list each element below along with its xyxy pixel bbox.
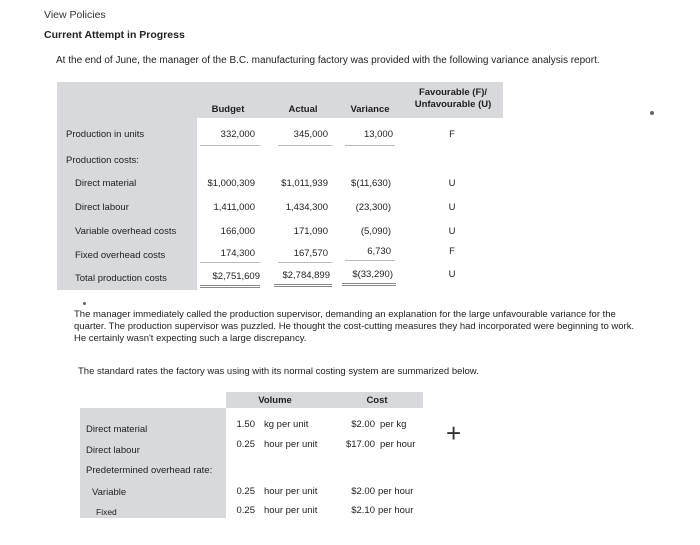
- underline: [345, 260, 395, 261]
- production-costs-label: Production costs:: [66, 155, 139, 166]
- cell-actual: 171,090: [293, 226, 328, 237]
- dot-icon: [650, 111, 654, 115]
- underline: [278, 145, 332, 146]
- std-qty-unit: hour per unit: [264, 486, 318, 497]
- cell-fu: F: [449, 129, 455, 140]
- underline: [278, 262, 332, 263]
- cell-fu: U: [448, 202, 456, 213]
- std-qty: 0.25: [236, 505, 255, 516]
- row-label-fixed-overhead: Fixed overhead costs: [75, 250, 166, 261]
- cell-actual: 167,570: [293, 248, 328, 259]
- cell-budget: 1,411,000: [213, 202, 255, 213]
- cell-budget: 332,000: [220, 129, 255, 140]
- underline: [200, 262, 260, 263]
- header-volume: Volume: [258, 395, 292, 406]
- double-underline: [200, 285, 260, 286]
- underline: [200, 145, 260, 146]
- cell-budget: 174,300: [220, 248, 255, 259]
- std-label-fixed: Fixed: [96, 507, 117, 517]
- cell-actual: 345,000: [293, 129, 328, 140]
- cell-budget: $2,751,609: [212, 271, 260, 282]
- cell-fu: U: [448, 226, 456, 237]
- header-cost: Cost: [366, 395, 388, 406]
- row-label-variable-overhead: Variable overhead costs: [75, 226, 177, 237]
- cell-variance: (5,090): [360, 226, 391, 237]
- cell-variance: $(11,630): [351, 178, 391, 189]
- cell-variance: (23,300): [355, 202, 391, 213]
- header-actual: Actual: [288, 104, 318, 115]
- cell-fu: U: [448, 269, 456, 280]
- std-label-direct-material: Direct material: [86, 424, 148, 435]
- row-label-production-units: Production in units: [66, 129, 145, 140]
- std-cost: $2.00: [351, 419, 375, 430]
- double-underline: [342, 285, 396, 286]
- double-underline: [274, 284, 332, 285]
- cell-actual: 1,434,300: [285, 202, 328, 213]
- standard-rates-intro: The standard rates the factory was using with its normal costing system are summarized below.: [78, 366, 479, 377]
- cell-fu: F: [449, 246, 455, 257]
- double-underline: [200, 287, 260, 288]
- current-attempt-heading: Current Attempt in Progress: [44, 29, 185, 41]
- cell-variance: $(33,290): [352, 269, 393, 280]
- header-favourable: Favourable (F)/: [418, 87, 488, 98]
- cell-variance: 13,000: [363, 129, 393, 140]
- std-cost: $17.00: [345, 439, 375, 450]
- header-variance: Variance: [350, 104, 390, 115]
- intro-text: At the end of June, the manager of the B.C. manufacturing factory was provided with the following variance analysis report.: [56, 55, 600, 66]
- cell-fu: U: [448, 178, 456, 189]
- explanation-line-1: The manager immediately called the production supervisor, demanding an explanation for the large unfavourable variance for the: [74, 309, 616, 320]
- cell-budget: 166,000: [220, 226, 255, 237]
- cell-actual: $1,011,939: [281, 178, 328, 189]
- std-label-direct-labour: Direct labour: [86, 445, 140, 456]
- std-cost-unit: per hour: [378, 486, 414, 497]
- header-budget: Budget: [211, 104, 245, 115]
- plus-icon[interactable]: +: [446, 418, 462, 448]
- std-label-variable: Variable: [92, 487, 127, 498]
- explanation-line-2: quarter. The production supervisor was puzzled. He thought the cost-cutting measures they had incorporated were beginning to work.: [74, 321, 635, 332]
- row-label-direct-material: Direct material: [75, 178, 137, 189]
- std-cost: $2.10: [351, 505, 375, 516]
- cursor-mark-icon: [83, 302, 86, 305]
- header-unfavourable: Unfavourable (U): [414, 99, 492, 110]
- row-label-total-production: Total production costs: [75, 273, 167, 284]
- cell-variance: 6,730: [367, 246, 391, 257]
- row-label-direct-labour: Direct labour: [75, 202, 129, 213]
- std-qty: 1.50: [236, 419, 255, 430]
- std-qty: 0.25: [236, 439, 255, 450]
- double-underline: [342, 283, 396, 284]
- std-label-predetermined-overhead: Predetermined overhead rate:: [86, 465, 213, 476]
- std-cost: $2.00: [351, 486, 375, 497]
- view-policies-link[interactable]: View Policies: [44, 9, 106, 21]
- underline: [345, 145, 395, 146]
- cell-actual: $2,784,899: [282, 270, 330, 281]
- cell-budget: $1,000,309: [207, 178, 255, 189]
- std-qty-unit: kg per unit: [264, 419, 309, 430]
- std-qty-unit: hour per unit: [264, 505, 318, 516]
- std-cost-unit: per kg: [380, 419, 407, 430]
- std-cost-unit: per hour: [378, 505, 414, 516]
- std-qty-unit: hour per unit: [264, 439, 318, 450]
- std-cost-unit: per hour: [380, 439, 416, 450]
- double-underline: [274, 286, 332, 287]
- std-qty: 0.25: [236, 486, 255, 497]
- explanation-line-3: He certainly wasn't expecting such a large discrepancy.: [74, 333, 307, 344]
